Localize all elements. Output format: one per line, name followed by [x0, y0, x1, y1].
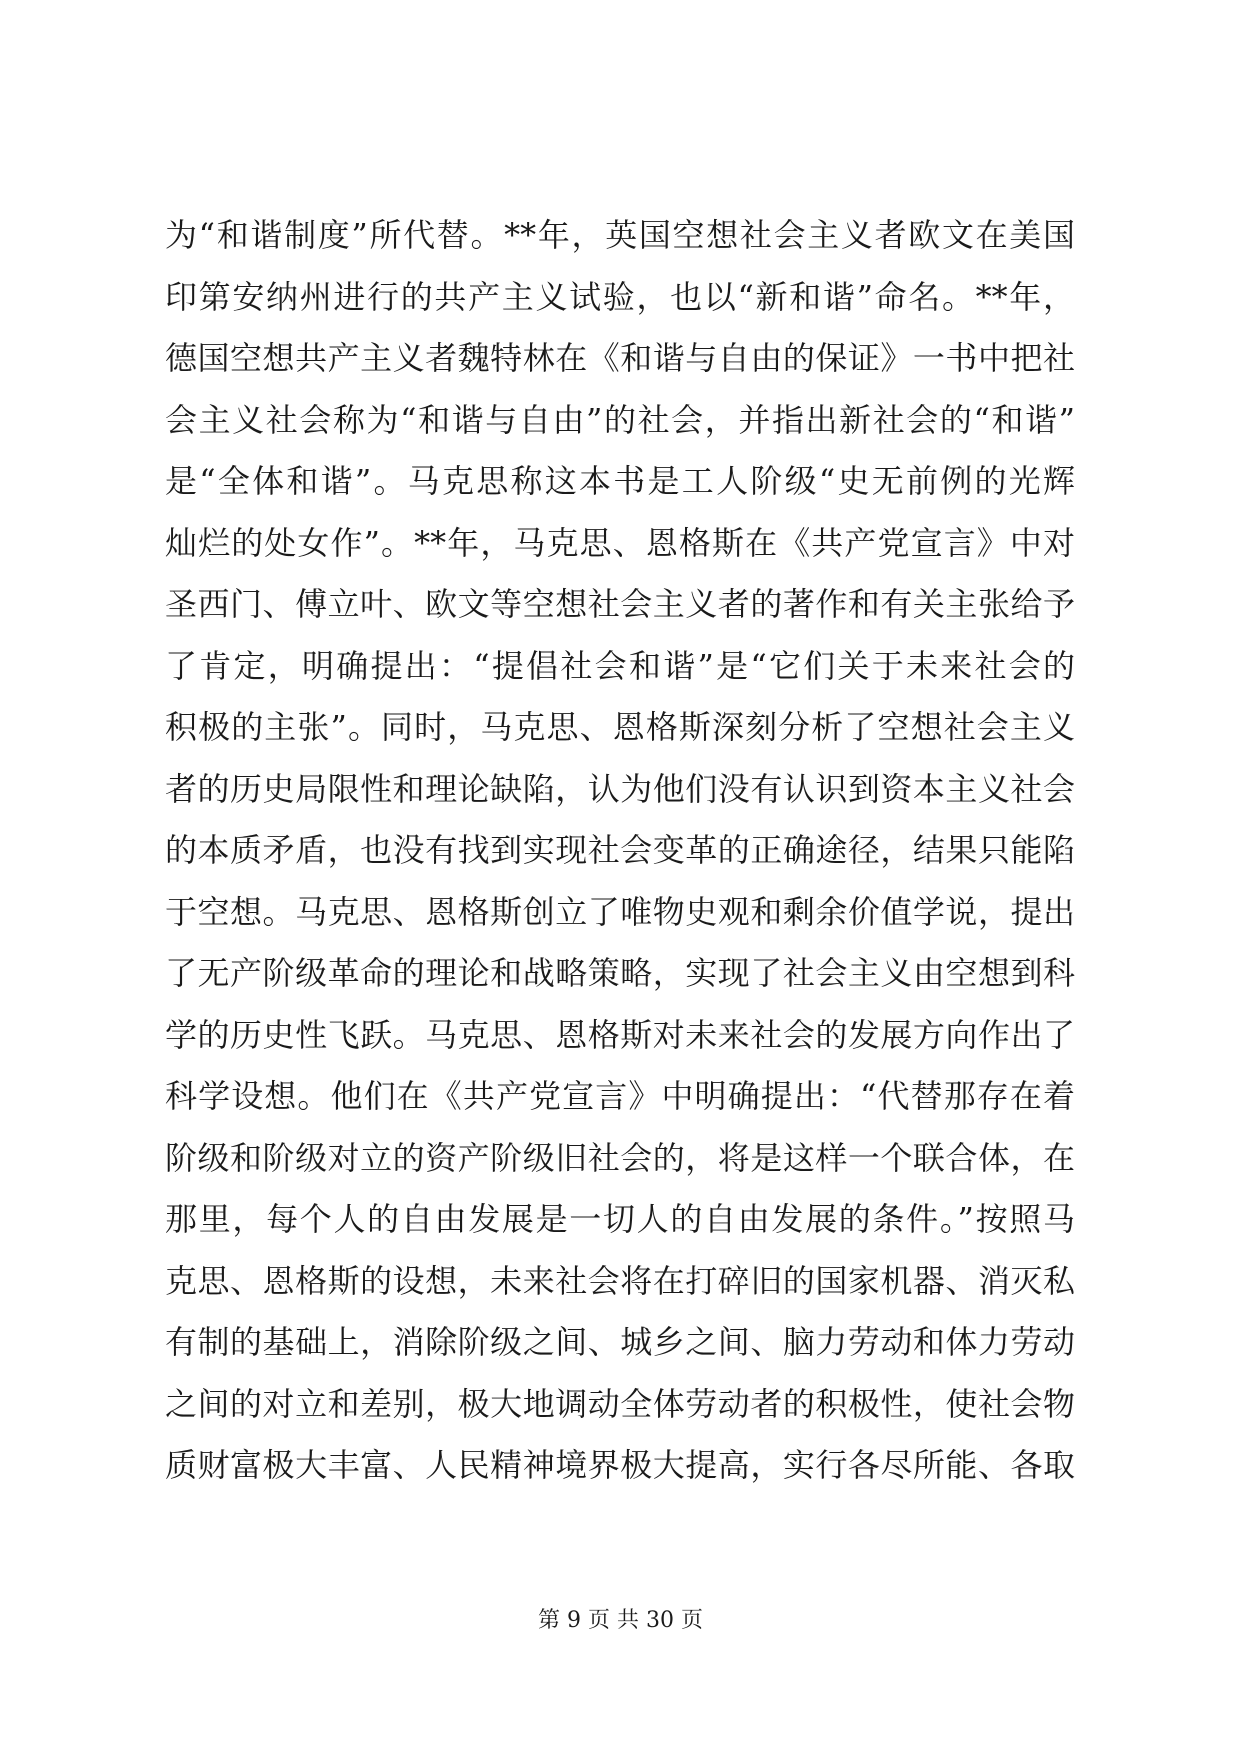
text-line: 克思、恩格斯的设想，未来社会将在打碎旧的国家机器、消灭私: [165, 1261, 1075, 1300]
text-line: 灿烂的处女作”。**年，马克思、恩格斯在《共产党宣言》中对: [165, 523, 1075, 562]
text-line: 了无产阶级革命的理论和战略策略，实现了社会主义由空想到科: [165, 954, 1075, 992]
text-line: 有制的基础上，消除阶级之间、城乡之间、脑力劳动和体力劳动: [165, 1323, 1075, 1361]
text-line: 圣西门、傅立叶、欧文等空想社会主义者的著作和有关主张给予: [165, 585, 1075, 623]
text-line: 为“和谐制度”所代替。**年，英国空想社会主义者欧文在美国: [165, 216, 1075, 254]
text-line: 会主义社会称为“和谐与自由”的社会，并指出新社会的“和谐”: [165, 400, 1075, 439]
text-line: 那里，每个人的自由发展是一切人的自由发展的条件。”按照马: [165, 1200, 1075, 1238]
text-line: 是“全体和谐”。马克思称这本书是工人阶级“史无前例的光辉: [165, 462, 1075, 500]
text-line: 积极的主张”。同时，马克思、恩格斯深刻分析了空想社会主义: [165, 708, 1075, 746]
text-line: 学的历史性飞跃。马克思、恩格斯对未来社会的发展方向作出了: [165, 1015, 1075, 1054]
text-line: 阶级和阶级对立的资产阶级旧社会的，将是这样一个联合体，在: [165, 1138, 1075, 1177]
text-line: 的本质矛盾，也没有找到实现社会变革的正确途径，结果只能陷: [165, 831, 1075, 869]
text-line: 了肯定，明确提出：“提倡社会和谐”是“它们关于未来社会的: [165, 646, 1075, 685]
body-text: [165, 205, 1075, 1497]
text-line: 于空想。马克思、恩格斯创立了唯物史观和剩余价值学说，提出: [165, 892, 1075, 931]
text-line: 德国空想共产主义者魏特林在《和谐与自由的保证》一书中把社: [165, 339, 1075, 377]
text-line: 科学设想。他们在《共产党宣言》中明确提出：“代替那存在着: [165, 1077, 1075, 1115]
page-number-footer: 第 9 页 共 30 页: [538, 1608, 703, 1633]
text-line: 者的历史局限性和理论缺陷，认为他们没有认识到资本主义社会: [165, 769, 1075, 808]
text-line: 质财富极大丰富、人民精神境界极大提高，实行各尽所能、各取: [165, 1446, 1075, 1484]
text-line: 之间的对立和差别，极大地调动全体劳动者的积极性，使社会物: [165, 1384, 1075, 1423]
text-line: 印第安纳州进行的共产主义试验，也以“新和谐”命名。**年，: [165, 277, 1075, 316]
